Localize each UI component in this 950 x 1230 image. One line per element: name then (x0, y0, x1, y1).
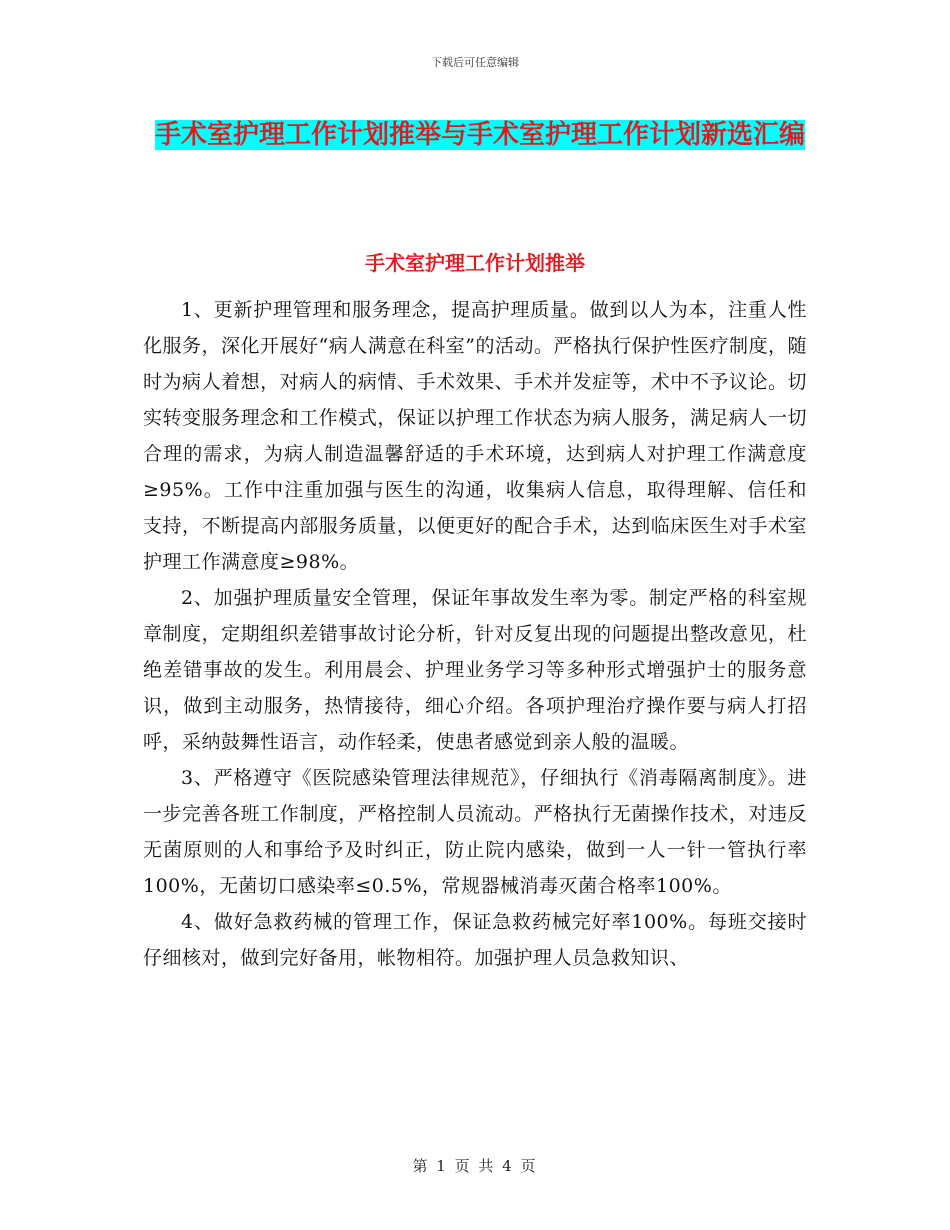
paragraph-4: 4、做好急救药械的管理工作，保证急救药械完好率100%。每班交接时仔细核对，做到完好备用，帐物相符。加强护理人员急救知识、 (143, 911, 807, 969)
section-subtitle: 手术室护理工作计划推举 (365, 251, 585, 275)
page-header-note: 下载后可任意编辑 (431, 56, 519, 69)
document-body (143, 292, 807, 976)
paragraph-1: 1、更新护理管理和服务理念，提高护理质量。做到以人为本，注重人性化服务，深化开展好“病人满意在科室”的活动。严格执行保护性医疗制度，随时为病人着想，对病人的病情、手术效果、手术并发症等，术中不予议论。切实转变服务理念和工作模式，保证以护理工作状态为病人服务，满足病人一切合理的需求，为病人制造温馨舒适的手术环境，达到病人对护理工作满意度≥95%。工作中注重加强与医生的沟通，收集病人信息，取得理解、信任和支持，不断提高内部服务质量，以便更好的配合手术，达到临床医生对手术室护理工作满意度≥98%。 (143, 299, 807, 573)
paragraph-2: 2、加强护理质量安全管理，保证年事故发生率为零。制定严格的科室规章制度，定期组织差错事故讨论分析，针对反复出现的问题提出整改意见，杜绝差错事故的发生。利用晨会、护理业务学习等多种形式增强护士的服务意识，做到主动服务，热情接待，细心介绍。各项护理治疗操作要与病人打招呼，采纳鼓舞性语言，动作轻柔，使患者感觉到亲人般的温暖。 (143, 587, 807, 753)
page-number-footer: 第 1 页 共 4 页 (412, 1157, 538, 1175)
document-title-text: 手术室护理工作计划推举与手术室护理工作计划新选汇编 (154, 120, 805, 150)
paragraph-3: 3、严格遵守《医院感染管理法律规范》，仔细执行《消毒隔离制度》。进一步完善各班工作制度，严格控制人员流动。严格执行无菌操作技术，对违反无菌原则的人和事给予及时纠正，防止院内感染，做到一人一针一管执行率100%，无菌切口感染率≤0.5%，常规器械消毒灭菌合格率100%。 (143, 767, 807, 897)
document-title (140, 112, 820, 158)
